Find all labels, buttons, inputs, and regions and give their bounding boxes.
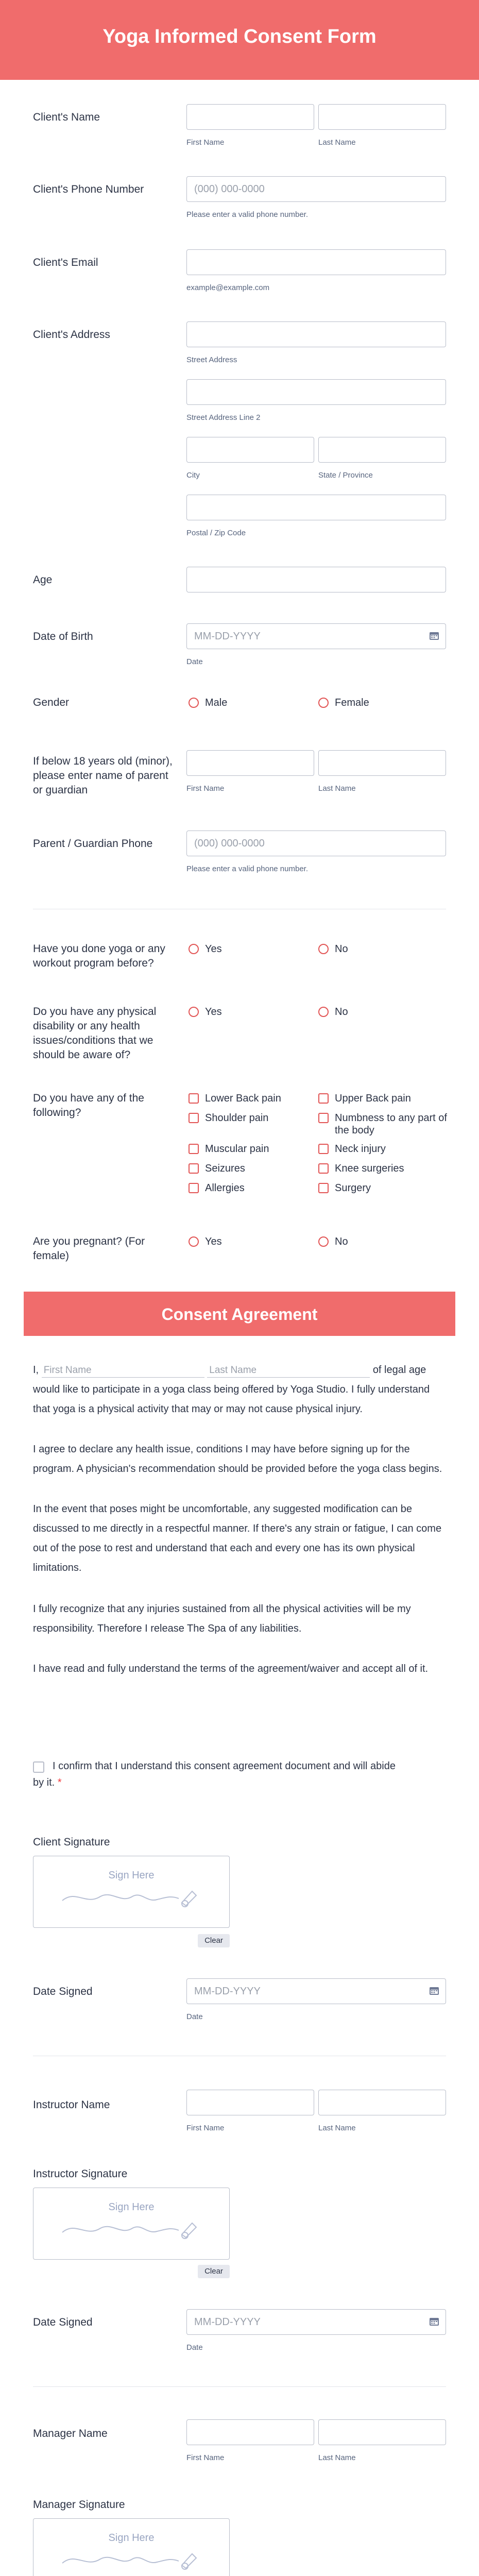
conditions-label: Do you have any of the following? — [33, 1092, 144, 1118]
street-address-2-input[interactable] — [186, 379, 446, 405]
condition-muscular-label: Muscular pain — [205, 1143, 269, 1155]
condition-shoulder-label: Shoulder pain — [205, 1112, 269, 1124]
condition-numbness-checkbox[interactable] — [318, 1113, 329, 1123]
client-date-placeholder: MM-DD-YYYY — [194, 1986, 261, 1997]
pregnant-yes-label: Yes — [205, 1236, 222, 1247]
instructor-last-sublabel: Last Name — [318, 2124, 356, 2132]
client-signature-clear-button[interactable]: Clear — [198, 1934, 230, 1947]
consent-banner — [24, 1292, 455, 1336]
guardian-name-label: If below 18 years old (minor), please enter name of parent or guardian — [33, 755, 173, 796]
city-input[interactable] — [186, 437, 314, 463]
client-first-name-input[interactable] — [186, 104, 314, 130]
consent-paragraph-4: I fully recognize that any injuries sustained from all the physical activities will be my responsibility. Therefore I release The Spa of any liabilities. — [33, 1603, 411, 1634]
calendar-icon[interactable] — [429, 1986, 439, 1995]
instructor-signature-pad[interactable] — [33, 2188, 230, 2260]
dob-label: Date of Birth — [33, 631, 93, 642]
guardian-phone-label: Parent / Guardian Phone — [33, 838, 153, 850]
disability-no-radio[interactable] — [318, 1007, 329, 1017]
consent-i-prefix: I, — [33, 1364, 39, 1376]
postal-code-sublabel: Postal / Zip Code — [186, 529, 246, 537]
dob-sublabel: Date — [186, 657, 203, 666]
consent-paragraph-2: I agree to declare any health issue, conditions I may have before signing up for the program. A physician's recommendation should be provided before the yoga class begins. — [33, 1444, 442, 1475]
client-address-label: Client's Address — [33, 329, 110, 341]
pregnant-no-radio[interactable] — [318, 1236, 329, 1247]
done-yoga-yes-radio[interactable] — [189, 944, 199, 954]
consent-paragraph-3: In the event that poses might be uncomfortable, any suggested modification can be discussed to me directly in a respectful manner. If there's any strain or fatigue, I can come out of the pose to rest and understand that each and every one has its own physical limitations. — [33, 1503, 442, 1573]
instructor-date-placeholder: MM-DD-YYYY — [194, 2316, 261, 2328]
condition-allergies-label: Allergies — [205, 1182, 245, 1194]
instructor-first-sublabel: First Name — [186, 2124, 225, 2132]
manager-last-sublabel: Last Name — [318, 2453, 356, 2462]
manager-name-label: Manager Name — [33, 2428, 108, 2439]
first-name-sublabel: First Name — [186, 138, 225, 147]
client-phone-sublabel: Please enter a valid phone number. — [186, 210, 308, 219]
calendar-icon[interactable] — [429, 2317, 439, 2326]
condition-shoulder-checkbox[interactable] — [189, 1113, 199, 1123]
condition-seizures-label: Seizures — [205, 1163, 245, 1174]
condition-allergies-checkbox[interactable] — [189, 1183, 199, 1193]
condition-surgery-checkbox[interactable] — [318, 1183, 329, 1193]
disability-label: Do you have any physical disability or any health issues/conditions that we should be aware of? — [33, 1006, 157, 1061]
instructor-date-signed-label: Date Signed — [33, 2316, 93, 2328]
gender-label: Gender — [33, 697, 70, 708]
consent-paragraph-1 — [33, 1360, 446, 1419]
form-title: Yoga Informed Consent Form — [102, 26, 377, 47]
consent-p1-text: age would like to participate in a yoga class being offered by Yoga Studio. I fully understand that yoga is a physical activity that may or may not cause physical injury. — [33, 1364, 430, 1415]
pregnant-no-label: No — [335, 1236, 348, 1247]
signature-scribble-icon — [60, 1885, 199, 1910]
condition-knee-checkbox[interactable] — [318, 1163, 329, 1174]
sign-here-text: Sign Here — [108, 2532, 155, 2544]
manager-first-sublabel: First Name — [186, 2453, 225, 2462]
consent-first-name-input[interactable]: First Name — [42, 1364, 204, 1378]
instructor-date-signed-input[interactable] — [186, 2309, 446, 2335]
consent-paragraph-5: I have read and fully understand the terms of the agreement/waiver and accept all of it. — [33, 1663, 429, 1674]
client-email-input[interactable] — [186, 249, 446, 275]
guardian-last-name-input[interactable] — [318, 750, 446, 776]
instructor-first-name-input[interactable] — [186, 2090, 314, 2115]
condition-surgery-label: Surgery — [335, 1182, 371, 1194]
disability-yes-radio[interactable] — [189, 1007, 199, 1017]
consent-last-name-input[interactable]: Last Name — [207, 1364, 370, 1378]
street-address-2-sublabel: Street Address Line 2 — [186, 413, 261, 422]
condition-neck-checkbox[interactable] — [318, 1144, 329, 1154]
guardian-phone-sublabel: Please enter a valid phone number. — [186, 865, 308, 873]
form-header — [0, 0, 479, 80]
condition-upper-back-checkbox[interactable] — [318, 1093, 329, 1104]
client-date-signed-label: Date Signed — [33, 1986, 93, 1997]
condition-knee-label: Knee surgeries — [335, 1163, 404, 1174]
manager-first-name-input[interactable] — [186, 2419, 314, 2445]
required-asterisk: * — [57, 1777, 62, 1788]
section-divider — [33, 2386, 446, 2387]
manager-signature-label: Manager Signature — [33, 2499, 125, 2511]
disability-yes-label: Yes — [205, 1006, 222, 1018]
condition-lower-back-label: Lower Back pain — [205, 1093, 281, 1104]
pregnant-yes-radio[interactable] — [189, 1236, 199, 1247]
condition-numbness-label: Numbness to any part of the body — [335, 1112, 447, 1136]
client-signature-label: Client Signature — [33, 1836, 110, 1848]
client-name-label: Client's Name — [33, 111, 100, 123]
client-phone-input[interactable]: (000) 000-0000 — [186, 176, 446, 202]
condition-lower-back-checkbox[interactable] — [189, 1093, 199, 1104]
last-name-sublabel: Last Name — [318, 138, 356, 147]
done-yoga-no-label: No — [335, 943, 348, 955]
confirm-label: I confirm that I understand this consent agreement document and will abide by it. — [33, 1760, 396, 1788]
gender-male-label: Male — [205, 697, 228, 708]
client-last-name-input[interactable] — [318, 104, 446, 130]
guardian-phone-input[interactable]: (000) 000-0000 — [186, 831, 446, 856]
postal-code-input[interactable] — [186, 495, 446, 520]
instructor-date-sublabel: Date — [186, 2343, 203, 2352]
client-date-sublabel: Date — [186, 2012, 203, 2021]
age-label: Age — [33, 574, 53, 586]
manager-last-name-input[interactable] — [318, 2419, 446, 2445]
city-sublabel: City — [186, 471, 200, 480]
done-yoga-no-radio[interactable] — [318, 944, 329, 954]
confirm-text — [33, 1758, 404, 1791]
street-address-sublabel: Street Address — [186, 355, 237, 364]
instructor-signature-label: Instructor Signature — [33, 2168, 128, 2180]
done-yoga-yes-label: Yes — [205, 943, 222, 955]
client-phone-label: Client's Phone Number — [33, 183, 144, 195]
sign-here-text: Sign Here — [108, 1870, 155, 1881]
client-date-signed-input[interactable] — [186, 1978, 446, 2004]
manager-signature-pad[interactable] — [33, 2518, 230, 2576]
client-email-label: Client's Email — [33, 257, 98, 268]
condition-neck-label: Neck injury — [335, 1143, 386, 1155]
client-signature-pad[interactable] — [33, 1856, 230, 1928]
condition-muscular-checkbox[interactable] — [189, 1144, 199, 1154]
done-yoga-label: Have you done yoga or any workout program before? — [33, 943, 165, 969]
gender-female-label: Female — [335, 697, 369, 708]
state-input[interactable] — [318, 437, 446, 463]
age-input[interactable] — [186, 567, 446, 592]
state-sublabel: State / Province — [318, 471, 373, 480]
signature-scribble-icon — [60, 2548, 199, 2572]
consent-of-legal: of legal — [372, 1364, 406, 1376]
condition-upper-back-label: Upper Back pain — [335, 1093, 411, 1104]
guardian-last-sublabel: Last Name — [318, 784, 356, 793]
disability-no-label: No — [335, 1006, 348, 1018]
guardian-first-sublabel: First Name — [186, 784, 225, 793]
guardian-first-name-input[interactable] — [186, 750, 314, 776]
street-address-input[interactable] — [186, 321, 446, 347]
condition-seizures-checkbox[interactable] — [189, 1163, 199, 1174]
consent-banner-title: Consent Agreement — [161, 1305, 318, 1324]
calendar-icon[interactable] — [429, 631, 439, 640]
client-email-sublabel: example@example.com — [186, 283, 270, 292]
gender-male-radio[interactable] — [189, 698, 199, 708]
instructor-name-label: Instructor Name — [33, 2099, 110, 2111]
dob-placeholder: MM-DD-YYYY — [194, 631, 261, 642]
instructor-last-name-input[interactable] — [318, 2090, 446, 2115]
pregnant-label: Are you pregnant? (For female) — [33, 1235, 145, 1262]
sign-here-text: Sign Here — [108, 2201, 155, 2213]
instructor-signature-clear-button[interactable]: Clear — [198, 2265, 230, 2278]
signature-scribble-icon — [60, 2217, 199, 2242]
dob-input[interactable] — [186, 623, 446, 649]
gender-female-radio[interactable] — [318, 698, 329, 708]
